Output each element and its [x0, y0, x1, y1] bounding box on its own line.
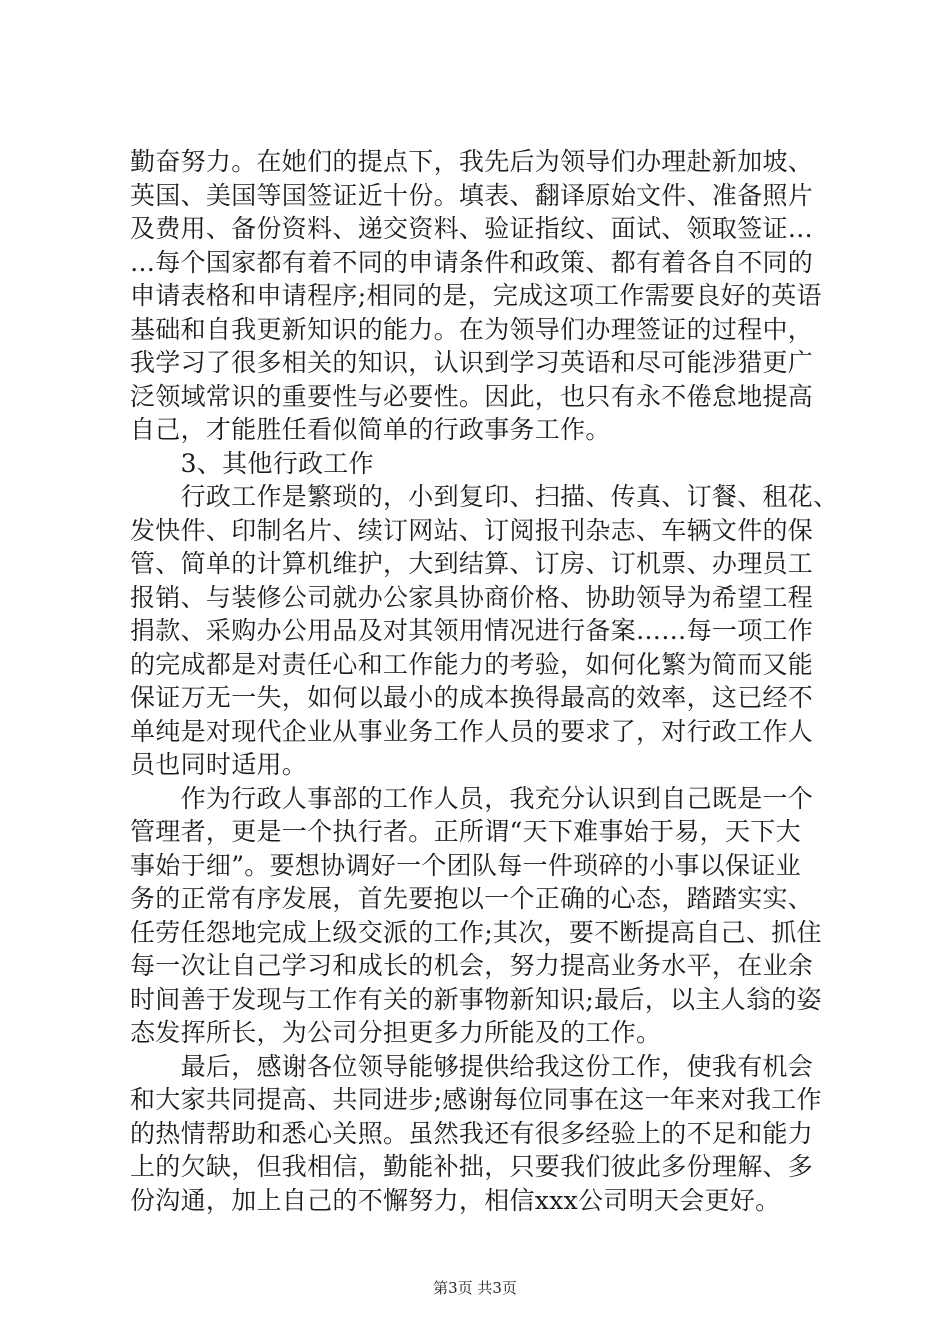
text-line: 的热情帮助和悉心关照。虽然我还有很多经验上的不足和能力 [130, 1118, 814, 1148]
document-body [130, 145, 839, 1217]
text-line: 态发挥所长，为公司分担更多力所能及的工作。 [130, 1018, 662, 1047]
text-line: 单纯是对现代企业从事业务工作人员的要求了，对行政工作人 [130, 716, 814, 746]
text-line: 上的欠缺，但我相信，勤能补拙，只要我们彼此多份理解、多 [130, 1152, 814, 1181]
text-line: 管、简单的计算机维护，大到结算、订房、订机票、办理员工 [130, 549, 814, 578]
text-line: 我学习了很多相关的知识，认识到学习英语和尽可能涉猎更广 [130, 348, 814, 377]
text-line: 及费用、备份资料、递交资料、验证指纹、面试、领取签证… [130, 214, 814, 243]
text-line: 申请表格和申请程序;相同的是，完成这项工作需要良好的英语 [130, 281, 822, 310]
text-line: 泛领域常识的重要性与必要性。因此，也只有永不倦怠地提高 [130, 381, 814, 411]
text-line: 行政工作是繁琐的，小到复印、扫描、传真、订餐、租花、 [130, 482, 839, 511]
text-line: 英国、美国等国签证近十份。填表、翻译原始文件、准备照片 [130, 180, 814, 210]
text-line: 员也同时适用。 [130, 750, 308, 779]
text-line: 的完成都是对责任心和工作能力的考验，如何化繁为简而又能 [130, 649, 814, 679]
text-line: 保证万无一失，如何以最小的成本换得最高的效率，这已经不 [130, 683, 814, 712]
text-line: 自己，才能胜任看似简单的行政事务工作。 [130, 415, 611, 444]
text-line: 报销、与装修公司就办公家具协商价格、协助领导为希望工程 [130, 582, 814, 612]
text-line: 3、其他行政工作 [130, 448, 374, 478]
text-line: 每一次让自己学习和成长的机会，努力提高业务水平，在业余 [130, 951, 814, 980]
text-line: 任劳任怨地完成上级交派的工作;其次，要不断提高自己、抓住 [130, 917, 822, 947]
text-line: 发快件、印制名片、续订网站、订阅报刊杂志、车辆文件的保 [130, 515, 814, 545]
text-line: 时间善于发现与工作有关的新事物新知识;最后，以主人翁的姿 [130, 984, 822, 1014]
text-line: …每个国家都有着不同的申请条件和政策、都有着各自不同的 [130, 247, 814, 277]
text-line: 务的正常有序发展，首先要抱以一个正确的心态，踏踏实实、 [130, 884, 814, 913]
text-line: 事始于细”。要想协调好一个团队每一件琐碎的小事以保证业 [130, 850, 801, 880]
text-line: 勤奋努力。在她们的提点下，我先后为领导们办理赴新加坡、 [130, 147, 814, 176]
text-line: 最后，感谢各位领导能够提供给我这份工作，使我有机会 [130, 1051, 814, 1081]
text-line: 作为行政人事部的工作人员，我充分认识到自己既是一个 [130, 783, 814, 813]
text-line: 和大家共同提高、共同进步;感谢每位同事在这一年来对我工作 [130, 1085, 822, 1114]
text-line: 捐款、采购办公用品及对其领用情况进行备案……每一项工作 [130, 616, 814, 645]
text-line: 基础和自我更新知识的能力。在为领导们办理签证的过程中， [130, 314, 814, 344]
text-line: 管理者，更是一个执行者。正所谓“天下难事始于易，天下大 [130, 817, 801, 846]
page-number-footer: 第3页 共3页 [433, 1279, 517, 1297]
text-line: 份沟通，加上自己的不懈努力，相信xxx公司明天会更好。 [130, 1185, 781, 1215]
